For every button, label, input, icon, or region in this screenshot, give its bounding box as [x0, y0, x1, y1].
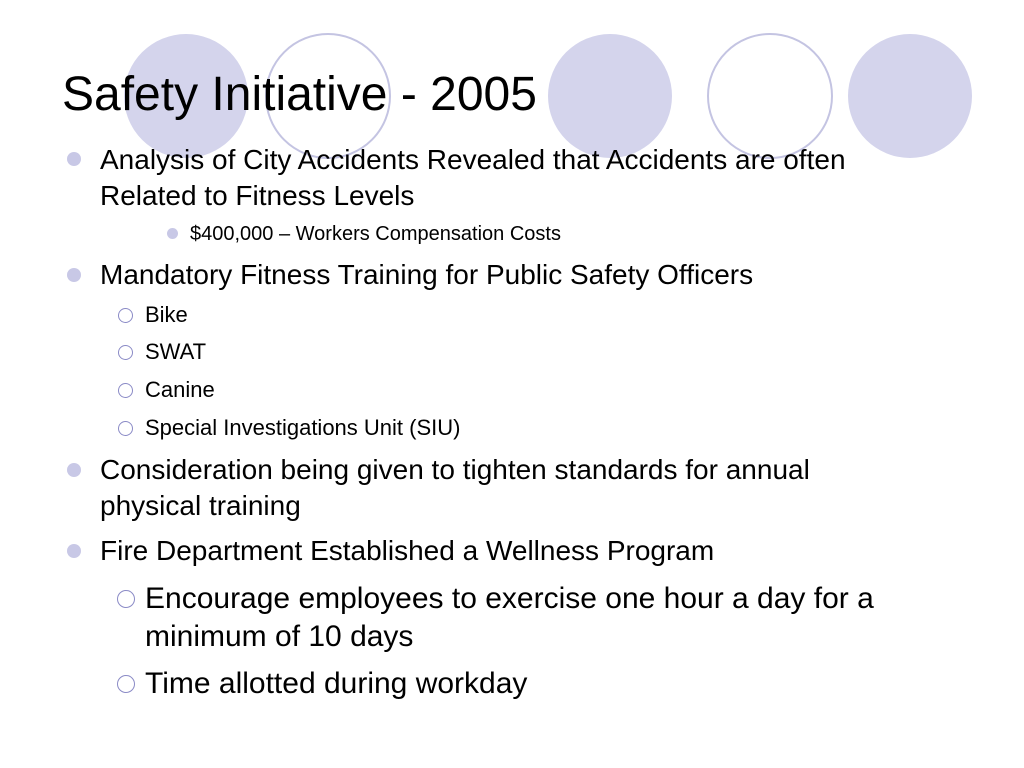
slide-title: Safety Initiative - 2005 [62, 68, 537, 121]
bullet-item: Consideration being given to tighten standards for annual physical training [100, 454, 810, 521]
bullet-item: Mandatory Fitness Training for Public Safety Officers [100, 259, 754, 290]
sub-bullet-item: $400,000 – Workers Compensation Costs [190, 223, 561, 245]
decor-circle [548, 34, 672, 158]
bullet-ring-icon [117, 590, 135, 608]
sub-bullet-item: Special Investigations Unit (SIU) [145, 415, 461, 440]
bullet-filled-icon [67, 544, 81, 558]
sub-bullet-item: Canine [145, 377, 215, 402]
bullet-filled-icon [167, 228, 178, 239]
bullet-ring-icon [118, 345, 133, 360]
sub-bullet-item: Time allotted during workday [145, 667, 528, 700]
decor-circle [848, 34, 972, 158]
sub-bullet-item: SWAT [145, 339, 207, 364]
bullet-filled-icon [67, 268, 81, 282]
bullet-ring-icon [118, 421, 133, 436]
bullet-ring-icon [118, 308, 133, 323]
sub-bullet-item: Encourage employees to exercise one hour a day for a minimum of 10 days [145, 582, 874, 653]
bullet-item: Fire Department Established a Wellness Program [100, 535, 715, 566]
decor-circle [708, 34, 832, 158]
bullet-filled-icon [67, 152, 81, 166]
sub-bullet-item: Bike [145, 302, 188, 327]
bullet-filled-icon [67, 463, 81, 477]
bullet-ring-icon [118, 383, 133, 398]
bullet-item: Analysis of City Accidents Revealed that Accidents are often Related to Fitness Levels [100, 144, 846, 211]
bullet-ring-icon [117, 675, 135, 693]
